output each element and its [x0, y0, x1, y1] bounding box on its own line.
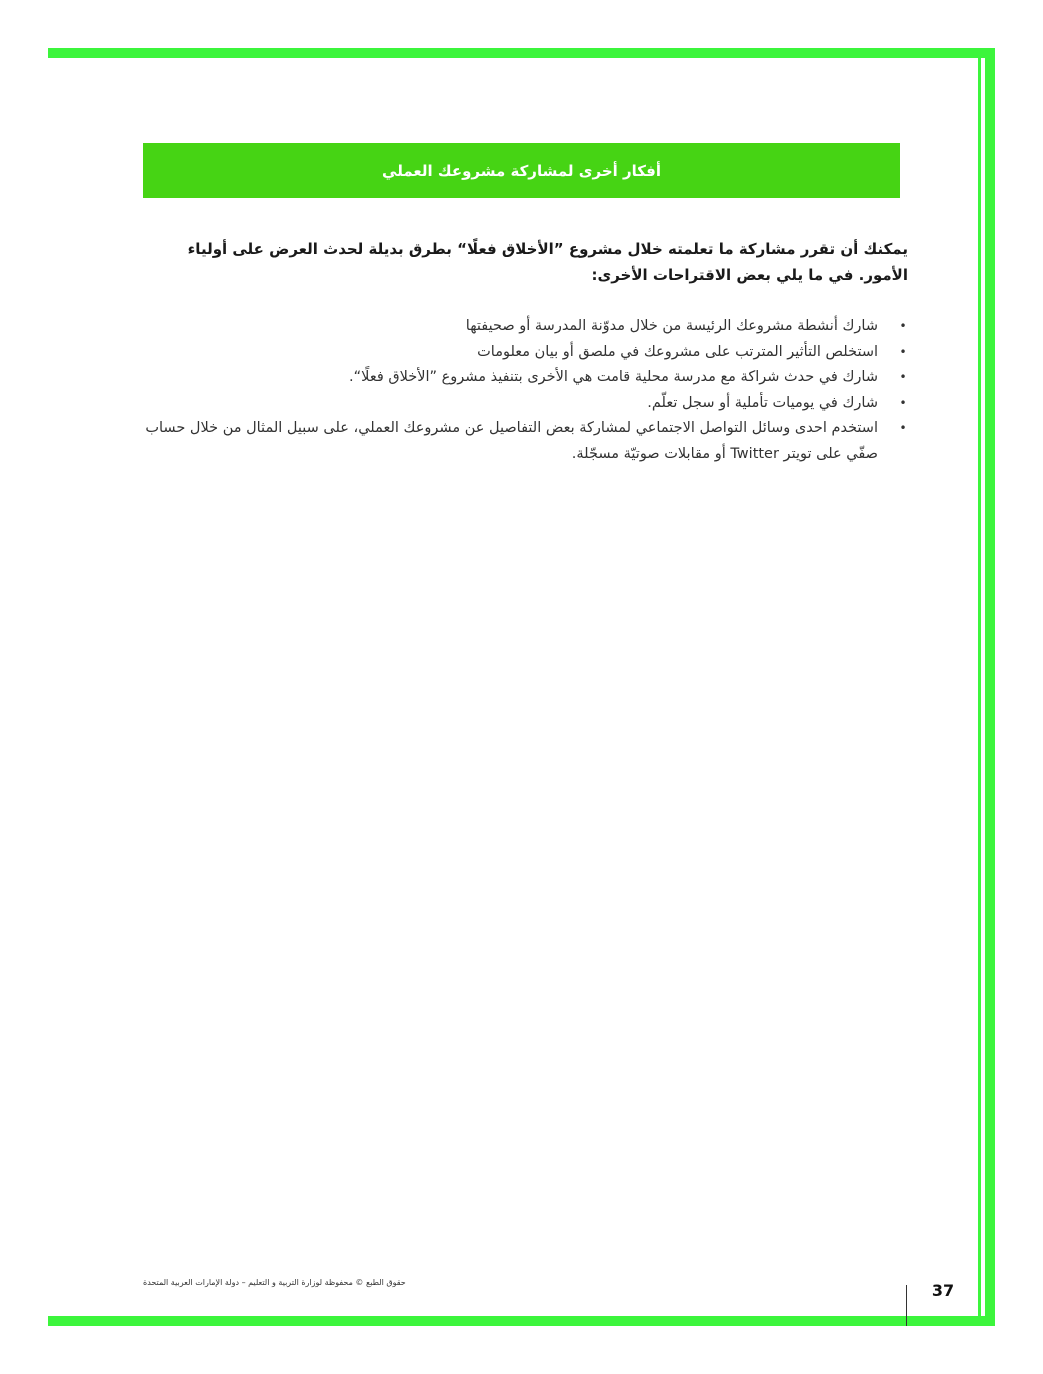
- list-item-text: شارك أنشطة مشروعك الرئيسة من خلال مدوّنة المدرسة أو صحيفتها: [465, 318, 878, 334]
- list-item: [143, 314, 908, 340]
- list-item: [143, 391, 908, 417]
- intro-paragraph: يمكنك أن تقرر مشاركة ما تعلمته خلال مشروع ”الأخلاق فعلًا“ بطرق بديلة لحدث العرض على أولياء الأمور. في ما يلي بعض الاقتراحات الأخرى:: [187, 240, 908, 284]
- list-item: [143, 416, 908, 467]
- bullet-icon: •: [899, 395, 907, 410]
- footer-copyright: حقوق الطبع © محفوظة لوزارة التربية و التعليم – دولة الإمارات العربية المتحدة: [143, 1278, 406, 1287]
- suggestions-list: [143, 314, 908, 467]
- page-frame-right-inner: [978, 58, 981, 1316]
- list-item-text: استخلص التأثير المترتب على مشروعك في ملصق أو بيان معلومات: [477, 343, 878, 360]
- bullet-icon: •: [899, 344, 907, 359]
- list-item-text: شارك في حدث شراكة مع مدرسة محلية قامت هي الأخرى بتنفيذ مشروع ”الأخلاق فعلًا“.: [349, 369, 878, 385]
- bullet-icon: •: [899, 370, 907, 384]
- list-item: [143, 340, 908, 366]
- list-item-text: استخدم احدى وسائل التواصل الاجتماعي لمشاركة بعض التفاصيل عن مشروعك العملي، على سبيل المثال من خلال حساب صفّي على تويتر Twitter أو مقابلات صوتيّة مسجّلة.: [145, 420, 878, 462]
- section-title-bar: [143, 143, 900, 198]
- page-frame-bottom: [48, 1316, 995, 1326]
- page-frame-right: [985, 48, 995, 1326]
- page-frame-top: [48, 48, 995, 58]
- bullet-icon: •: [899, 421, 907, 435]
- footer-divider: [906, 1285, 907, 1326]
- bullet-icon: •: [899, 319, 907, 333]
- section-title: أفكار أخرى لمشاركة مشروعك العملي: [382, 161, 661, 180]
- list-item-text: شارك في يوميات تأملية أو سجل تعلّم.: [647, 394, 878, 411]
- list-item: [143, 365, 908, 391]
- page-number: 37: [931, 1281, 955, 1300]
